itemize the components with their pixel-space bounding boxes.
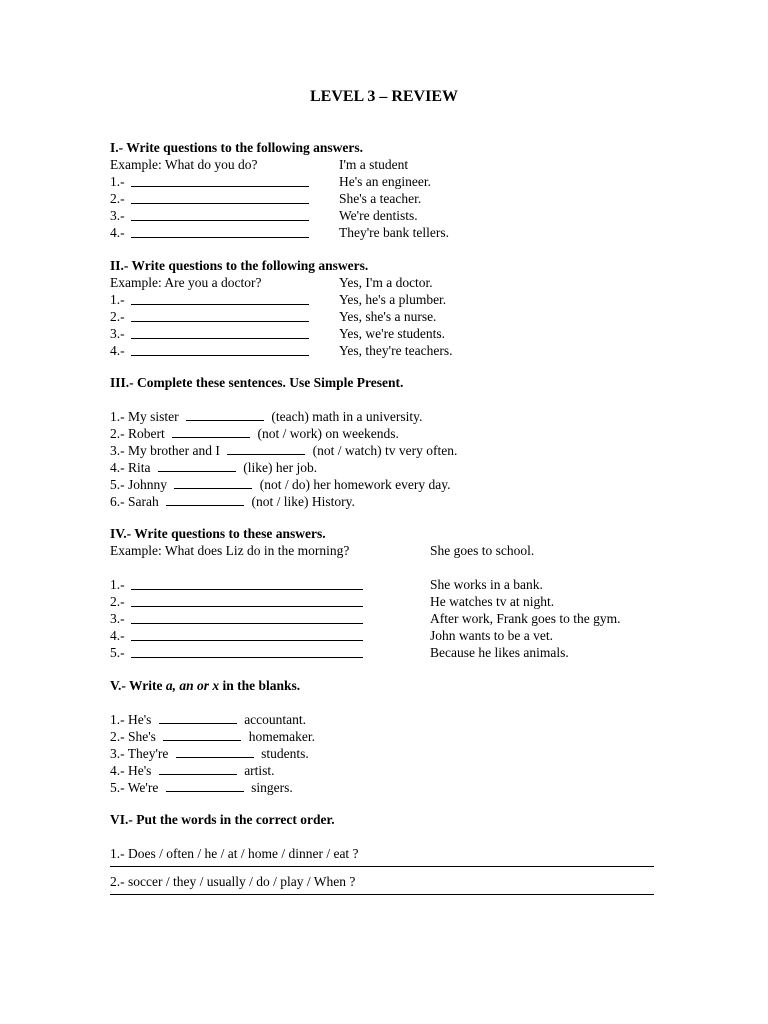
list-item bbox=[110, 762, 315, 779]
item-answer: After work, Frank goes to the gym. bbox=[430, 611, 621, 626]
list-item bbox=[110, 325, 446, 342]
list-item bbox=[110, 342, 453, 359]
answer-blank[interactable] bbox=[172, 425, 250, 438]
answer-blank[interactable] bbox=[166, 493, 244, 506]
sentence-start: 1.- He's bbox=[110, 712, 152, 727]
example-question: Example: What does Liz do in the morning? bbox=[110, 543, 350, 558]
list-item bbox=[110, 459, 457, 476]
answer-blank[interactable] bbox=[131, 190, 309, 204]
answer-blank[interactable] bbox=[131, 627, 363, 641]
example-answer: Yes, I'm a doctor. bbox=[339, 275, 433, 290]
item-answer: We're dentists. bbox=[339, 208, 418, 223]
section-3 bbox=[110, 374, 457, 510]
sentence-start: 5.- We're bbox=[110, 780, 159, 795]
sentence-start: 4.- Rita bbox=[110, 460, 151, 475]
list-item bbox=[110, 644, 569, 661]
item-number: 3.- bbox=[110, 611, 125, 626]
sentence-end: (not / do) her homework every day. bbox=[259, 477, 451, 492]
section-4 bbox=[110, 525, 621, 661]
item-number: 1.- bbox=[110, 174, 125, 189]
sentence-end: accountant. bbox=[244, 712, 307, 727]
answer-blank[interactable] bbox=[159, 762, 237, 775]
list-item bbox=[110, 173, 432, 190]
item-number: 4.- bbox=[110, 343, 125, 358]
section-2 bbox=[110, 257, 453, 359]
answer-blank[interactable] bbox=[227, 442, 305, 455]
sentence-end: artist. bbox=[244, 763, 275, 778]
item-number: 2.- bbox=[110, 594, 125, 609]
item-number: 4.- bbox=[110, 628, 125, 643]
answer-blank[interactable] bbox=[163, 728, 241, 741]
answer-blank[interactable] bbox=[131, 224, 309, 238]
page-title: LEVEL 3 – REVIEW bbox=[309, 88, 459, 105]
item-number: 1.- bbox=[110, 577, 125, 592]
list-item bbox=[110, 291, 447, 308]
list-item: 2.- soccer / they / usually / do / play / When ? bbox=[110, 874, 356, 889]
sentence-end: (teach) math in a university. bbox=[271, 409, 423, 424]
section-3-heading: III.- Complete these sentences. Use Simple Present. bbox=[110, 375, 404, 390]
section-5-heading: V.- Write a, an or x in the blanks. bbox=[110, 678, 301, 693]
list-item bbox=[110, 408, 457, 425]
section-1-example bbox=[110, 156, 409, 173]
list-item bbox=[110, 593, 555, 610]
list-item: 1.- Does / often / he / at / home / dinner / eat ? bbox=[110, 846, 359, 861]
section-1-heading: I.- Write questions to the following answers. bbox=[110, 140, 364, 155]
section-1 bbox=[110, 139, 450, 241]
answer-blank[interactable] bbox=[186, 408, 264, 421]
sentence-end: (not / work) on weekends. bbox=[257, 426, 399, 441]
section-2-heading: II.- Write questions to the following answers. bbox=[110, 258, 369, 273]
list-item bbox=[110, 442, 457, 459]
sentence-start: 6.- Sarah bbox=[110, 494, 159, 509]
list-item bbox=[110, 610, 621, 627]
answer-blank[interactable] bbox=[131, 325, 309, 339]
sentence-start: 4.- He's bbox=[110, 763, 152, 778]
section-2-example bbox=[110, 274, 433, 291]
list-item bbox=[110, 425, 457, 442]
section-6 bbox=[110, 811, 654, 895]
sentence-end: (not / watch) tv very often. bbox=[312, 443, 458, 458]
list-item bbox=[110, 224, 450, 241]
item-answer: She works in a bank. bbox=[430, 577, 543, 592]
section-4-example bbox=[110, 542, 535, 559]
sentence-start: 3.- They're bbox=[110, 746, 169, 761]
list-item bbox=[110, 476, 457, 493]
answer-blank[interactable] bbox=[131, 308, 309, 322]
item-answer: Because he likes animals. bbox=[430, 645, 569, 660]
answer-blank[interactable] bbox=[131, 291, 309, 305]
answer-blank[interactable] bbox=[159, 711, 237, 724]
sentence-end: singers. bbox=[251, 780, 293, 795]
section-5 bbox=[110, 677, 315, 796]
item-answer: Yes, he's a plumber. bbox=[339, 292, 447, 307]
item-number: 2.- bbox=[110, 309, 125, 324]
sentence-start: 3.- My brother and I bbox=[110, 443, 220, 458]
item-answer: He watches tv at night. bbox=[430, 594, 555, 609]
item-answer: Yes, they're teachers. bbox=[339, 343, 453, 358]
list-item bbox=[110, 711, 315, 728]
list-item bbox=[110, 493, 457, 510]
sentence-start: 5.- Johnny bbox=[110, 477, 167, 492]
list-item bbox=[110, 728, 315, 745]
list-item bbox=[110, 190, 422, 207]
item-number: 2.- bbox=[110, 191, 125, 206]
sentence-start: 2.- She's bbox=[110, 729, 156, 744]
list-item bbox=[110, 745, 315, 762]
sentence-end: students. bbox=[261, 746, 309, 761]
answer-blank[interactable] bbox=[131, 576, 363, 590]
sentence-end: (not / like) History. bbox=[251, 494, 355, 509]
item-answer: Yes, we're students. bbox=[339, 326, 446, 341]
item-number: 1.- bbox=[110, 292, 125, 307]
example-question: Example: Are you a doctor? bbox=[110, 275, 262, 290]
list-item bbox=[110, 576, 543, 593]
answer-blank[interactable] bbox=[131, 593, 363, 607]
sentence-end: homemaker. bbox=[248, 729, 316, 744]
section-4-heading: IV.- Write questions to these answers. bbox=[110, 526, 326, 541]
item-number: 3.- bbox=[110, 208, 125, 223]
answer-blank[interactable] bbox=[166, 779, 244, 792]
example-answer: I'm a student bbox=[339, 157, 409, 172]
item-answer: They're bank tellers. bbox=[339, 225, 450, 240]
item-answer: Yes, she's a nurse. bbox=[339, 309, 437, 324]
answer-blank[interactable] bbox=[131, 207, 309, 221]
item-answer: He's an engineer. bbox=[339, 174, 432, 189]
list-item bbox=[110, 779, 315, 796]
answer-line[interactable] bbox=[110, 894, 654, 895]
answer-blank[interactable] bbox=[131, 644, 363, 658]
item-number: 5.- bbox=[110, 645, 125, 660]
example-question: Example: What do you do? bbox=[110, 157, 258, 172]
item-answer: She's a teacher. bbox=[339, 191, 422, 206]
answer-blank[interactable] bbox=[176, 745, 254, 758]
answer-blank[interactable] bbox=[131, 342, 309, 356]
answer-blank[interactable] bbox=[131, 610, 363, 624]
item-answer: John wants to be a vet. bbox=[430, 628, 553, 643]
section-6-heading: VI.- Put the words in the correct order. bbox=[110, 812, 335, 827]
sentence-end: (like) her job. bbox=[243, 460, 318, 475]
sentence-start: 2.- Robert bbox=[110, 426, 165, 441]
list-item bbox=[110, 627, 553, 644]
example-answer: She goes to school. bbox=[430, 543, 535, 558]
answer-blank[interactable] bbox=[174, 476, 252, 489]
answer-blank[interactable] bbox=[131, 173, 309, 187]
answer-blank[interactable] bbox=[158, 459, 236, 472]
list-item bbox=[110, 308, 437, 325]
list-item bbox=[110, 207, 418, 224]
item-number: 4.- bbox=[110, 225, 125, 240]
sentence-start: 1.- My sister bbox=[110, 409, 179, 424]
item-number: 3.- bbox=[110, 326, 125, 341]
